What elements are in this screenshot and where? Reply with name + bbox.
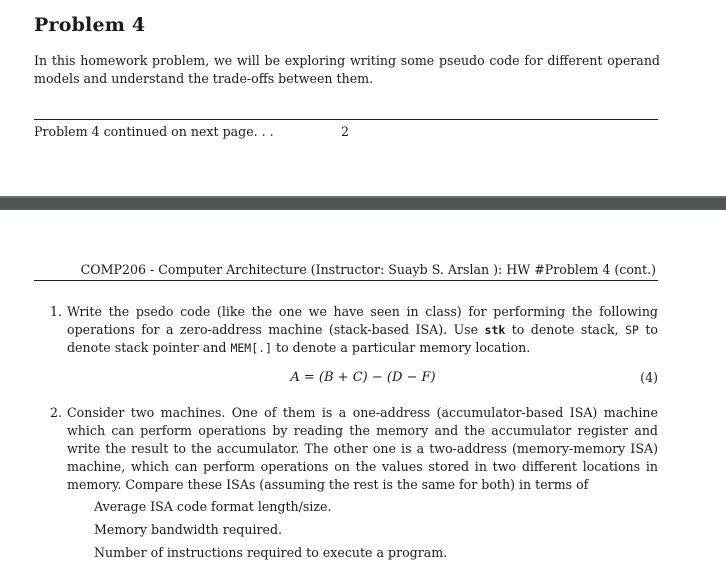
running-header: COMP206 - Computer Architecture (Instructor: Suayb S. Arslan ): HW #Problem 4 (cont.) bbox=[80, 262, 656, 277]
q1-text-d: to denote a particular memory location. bbox=[272, 340, 531, 355]
page-number: 2 bbox=[341, 124, 350, 139]
question-1-number: 1. bbox=[50, 304, 63, 319]
continued-note: Problem 4 continued on next page. . . bbox=[34, 124, 274, 139]
question-1-text bbox=[67, 303, 658, 357]
q1-text-c: to denote stack pointer and bbox=[67, 322, 658, 355]
q1-text-b: to denote stack, bbox=[505, 322, 626, 337]
q1-text-a: Write the psedo code (like the one we have seen in class) for performing the following operations for a zero-address machine (stack-based ISA). Use bbox=[67, 304, 658, 337]
header-rule bbox=[34, 280, 658, 281]
page-1 bbox=[0, 0, 726, 196]
question-2 bbox=[50, 404, 658, 494]
question-2-text: Consider two machines. One of them is a one-address (accumulator-based ISA) machine which can perform operations by reading the memory and the accumulator register and write the result to the accumulator. The other one is a two-address (memory-memory ISA) machine, which can perform operations on the values stored in two different locations in memory. Compare these ISAs (assuming the rest is the same for both) in terms of bbox=[67, 405, 658, 492]
footer-rule bbox=[34, 119, 658, 120]
subitem-1: Average ISA code format length/size. bbox=[94, 499, 332, 514]
question-1 bbox=[50, 303, 658, 357]
subitem-3: Number of instructions required to execute a program. bbox=[94, 545, 448, 560]
page-2 bbox=[0, 210, 726, 579]
question-2-number: 2. bbox=[50, 405, 63, 420]
equation: A = (B + C) − (D − F) bbox=[290, 370, 436, 385]
code-sp: SP bbox=[625, 323, 639, 337]
subitem-2: Memory bandwidth required. bbox=[94, 522, 283, 537]
page-separator bbox=[0, 196, 726, 210]
code-mem: MEM[.] bbox=[230, 341, 272, 355]
problem-title: Problem 4 bbox=[34, 14, 146, 36]
problem-intro: In this homework problem, we will be exploring writing some pseudo code for different operand models and understand the trade-offs between them. bbox=[34, 53, 660, 86]
code-stk: stk bbox=[484, 323, 506, 337]
equation-number: (4) bbox=[640, 370, 658, 385]
